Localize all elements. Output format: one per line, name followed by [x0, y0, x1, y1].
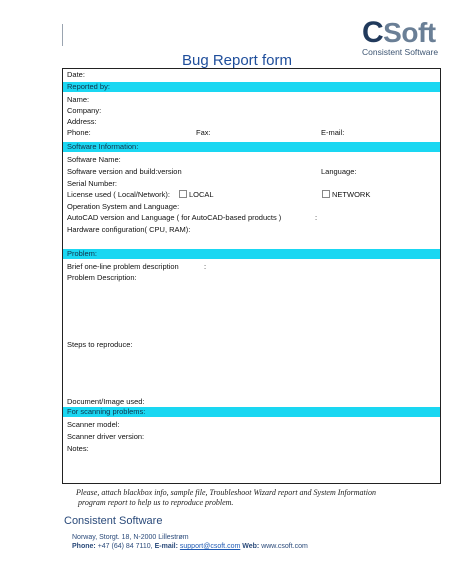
section-scanning: [63, 407, 440, 417]
section-software-info-label: Software Information:: [67, 142, 139, 151]
version-label: Software version and build:version: [67, 167, 182, 176]
autocad-colon: :: [315, 213, 318, 222]
note-line-2: program report to help us to reproduce problem.: [78, 498, 234, 507]
software-name-label: Software Name:: [67, 155, 121, 164]
steps-label: Steps to reproduce:: [67, 340, 133, 349]
date-label: Date:: [67, 70, 85, 79]
serial-label: Serial Number:: [67, 179, 118, 188]
logo-tagline: Consistent Software: [362, 47, 439, 57]
web-link[interactable]: www.csoft.com: [261, 543, 308, 550]
fax-label: Fax:: [196, 128, 211, 137]
brief-colon: :: [204, 262, 207, 271]
license-label: License used ( Local/Network):: [67, 190, 170, 199]
description-area[interactable]: [63, 272, 440, 334]
logo-cap: C: [362, 16, 384, 49]
section-problem: [63, 249, 440, 259]
email-label: E-mail:: [321, 128, 345, 137]
brief-label: Brief one-line problem description: [67, 262, 179, 271]
section-reported-by-label: Reported by:: [67, 82, 110, 91]
scanner-model-label: Scanner model:: [67, 420, 120, 429]
hardware-label: Hardware configuration( CPU, RAM):: [67, 225, 191, 234]
note-line-1: Please, attach blackbox info, sample file, Troubleshoot Wizard report and System Information: [76, 488, 376, 497]
local-checkbox[interactable]: [179, 190, 187, 198]
description-label: Problem Description:: [67, 273, 137, 282]
network-label: NETWORK: [332, 190, 371, 199]
contact-block: [72, 533, 308, 551]
notes-label: Notes:: [67, 444, 89, 453]
email-caption: E-mail:: [154, 543, 178, 550]
scanner-driver-label: Scanner driver version:: [67, 432, 145, 441]
network-checkbox[interactable]: [322, 190, 330, 198]
company-label: Company:: [67, 106, 102, 115]
address-label: Address:: [67, 117, 97, 126]
logo-rest: Soft: [383, 17, 436, 48]
steps-area[interactable]: [63, 339, 440, 395]
name-label: Name:: [67, 95, 90, 104]
bug-report-form: [62, 68, 441, 484]
language-label: Language:: [321, 167, 357, 176]
section-problem-label: Problem:: [67, 249, 98, 258]
email-link[interactable]: support@csoft.com: [179, 543, 241, 550]
attachment-note: [60, 488, 460, 508]
local-label: LOCAL: [189, 190, 214, 199]
company-name: Consistent Software: [64, 515, 163, 527]
phone-number: +47 (64) 84 7110,: [97, 543, 153, 550]
contact-line: [72, 542, 308, 551]
header-rule: [62, 24, 63, 46]
os-label: Operation System and Language:: [67, 202, 180, 211]
section-reported-by: [63, 82, 440, 92]
autocad-label: AutoCAD version and Language ( for AutoCAD-based products ): [67, 213, 282, 222]
document-label: Document/Image used:: [67, 397, 145, 406]
web-caption: Web:: [242, 543, 260, 550]
phone-caption: Phone:: [72, 543, 96, 550]
page-title: Bug Report form: [181, 52, 293, 69]
phone-label: Phone:: [67, 128, 91, 137]
street-address: Norway, Storgt. 18, N-2000 Lillestrøm: [72, 534, 189, 541]
notes-area[interactable]: [63, 443, 440, 481]
section-scanning-label: For scanning problems:: [67, 407, 146, 416]
section-software-info: [63, 142, 440, 152]
logo-wordmark: [362, 16, 462, 49]
